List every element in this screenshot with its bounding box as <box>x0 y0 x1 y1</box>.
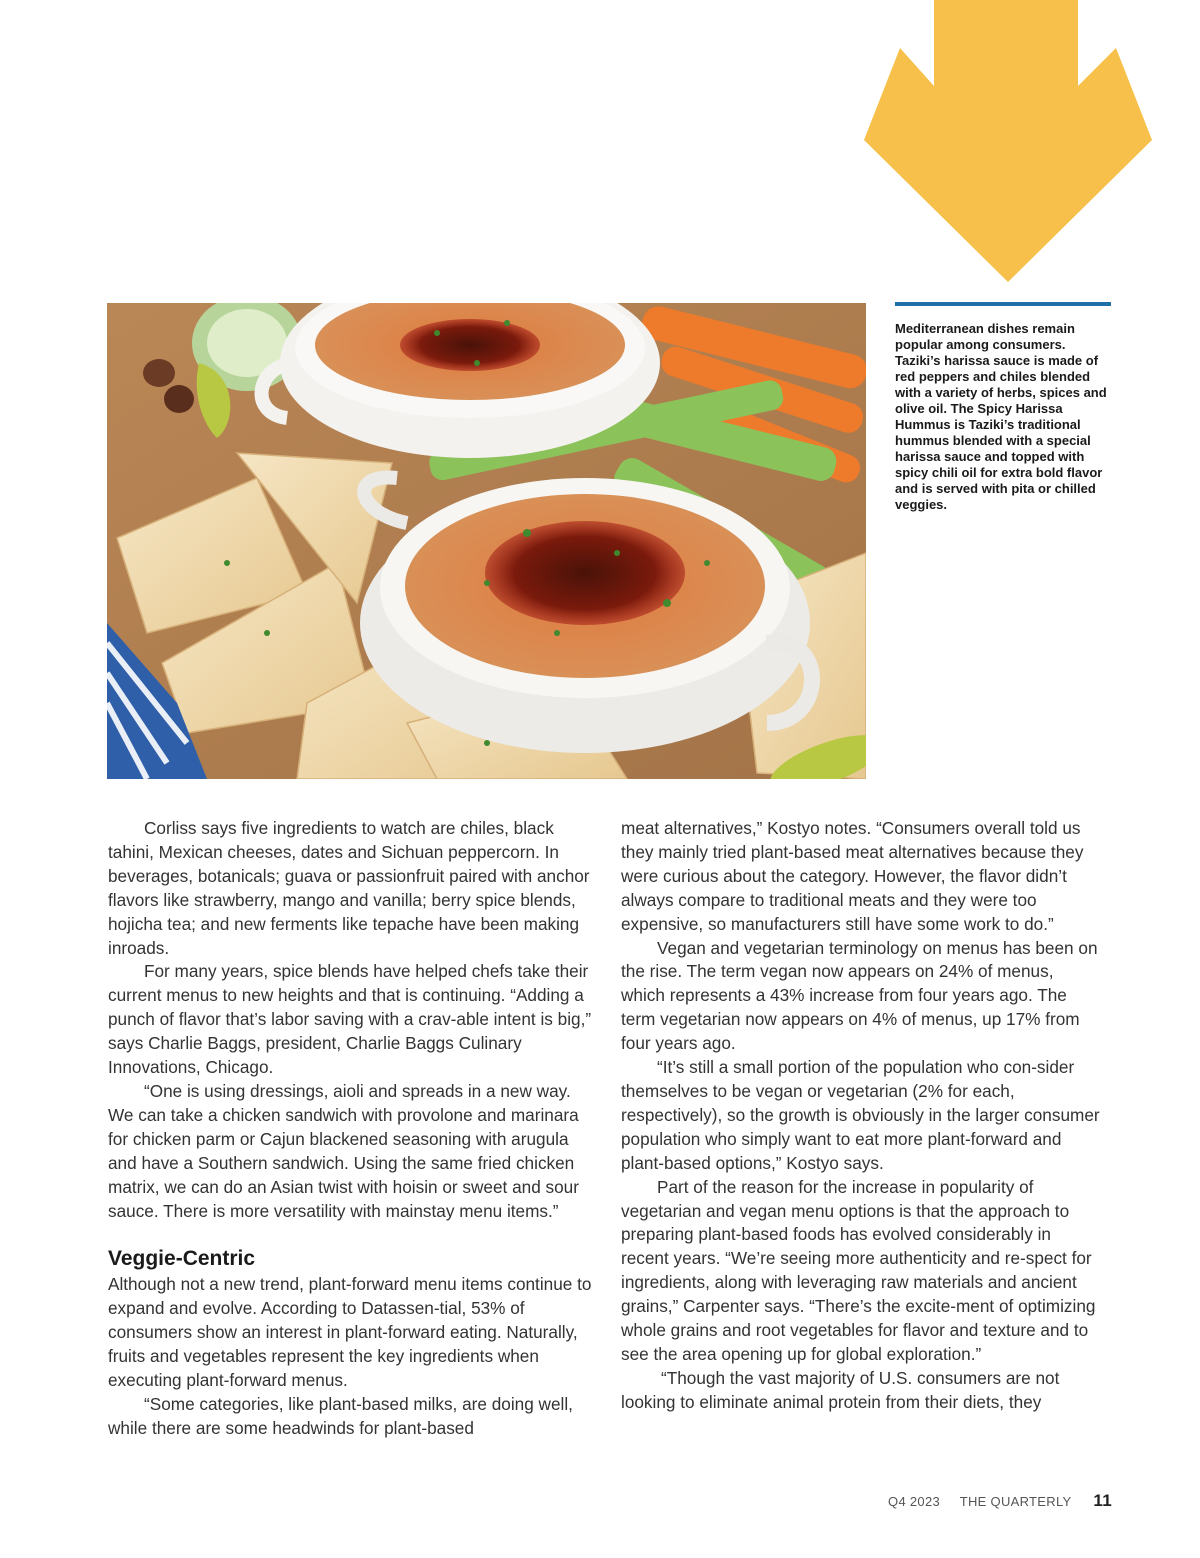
paragraph: “One is using dressings, aioli and spreads in a new way. We can take a chicken sandwich with provolone and marinara for chicken parm or Cajun blackened seasoning with arugula and have a Southern sandwich. Using the same fried chicken matrix, we can do an Asian twist with hoisin or sweet and sour sauce. There is more versatility with mainstay menu items.” <box>108 1080 579 1221</box>
paragraph: “Some categories, like plant-based milks, are doing well, while there are some headwinds for plant-based <box>108 1393 573 1438</box>
paragraph: Part of the reason for the increase in popularity of vegetarian and vegan menu options is that the approach to preparing plant-based foods has evolved considerably in recent years. “We’re seeing more authenticity and re-spect for ingredients, along with leveraging raw materials and ancient grains,” Carpenter says. “There’s the excite-ment of optimizing whole grains and root vegetables for flavor and texture and to see the area opening up for global exploration.” <box>621 1176 1096 1364</box>
arrow-down-icon <box>864 0 1152 282</box>
photo-caption: Mediterranean dishes remain popular among consumers. Taziki’s harissa sauce is made of red peppers and chiles blended with a variety of herbs, spices and olive oil. The Spicy Harissa Hummus is Taziki’s traditional hummus blended with a special harissa sauce and topped with spicy chili oil for extra bold flavor and is served with pita or chilled veggies. <box>895 321 1107 512</box>
paragraph: For many years, spice blends have helped chefs take their current menus to new heights and that is continuing. “Adding a punch of flavor that’s labor saving with a crav-able intent is big,” says Charlie Baggs, president, Charlie Baggs Culinary Innovations, Chicago. <box>108 961 592 1078</box>
left-column <box>108 817 596 1441</box>
paragraph: Although not a new trend, plant-forward menu items continue to expand and evolve. According to Datassen-tial, 53% of consumers show an interest in plant-forward eating. Naturally, fruits and vegetables represent the key ingredients when executing plant-forward menus. <box>108 1274 592 1391</box>
paragraph: Vegan and vegetarian terminology on menus has been on the rise. The term vegan now appears on 24% of menus, which represents a 43% increase from four years ago. The term vegetarian now appears on 4% of menus, up 17% from four years ago. <box>621 937 1098 1054</box>
right-column <box>621 817 1101 1415</box>
paragraph: “It’s still a small portion of the population who con-sider themselves to be vegan or vegetarian (2% for each, respectively), so the growth is obviously in the larger consumer population who simply want to eat more plant-forward and plant-based options,” Kostyo says. <box>621 1057 1100 1173</box>
publication-name: THE QUARTERLY <box>959 1494 1072 1509</box>
issue-label: Q4 2023 <box>888 1494 941 1509</box>
page-footer <box>888 1491 1112 1511</box>
caption-rule <box>895 302 1111 306</box>
paragraph: Corliss says five ingredients to watch are chiles, black tahini, Mexican cheeses, dates and Sichuan peppercorn. In beverages, botanicals; guava or passionfruit paired with anchor flavors like strawberry, mango and vanilla; berry spice blends, hojicha tea; and new ferments like tepache have been making inroads. <box>108 818 590 958</box>
page-number: 11 <box>1093 1491 1112 1510</box>
paragraph: meat alternatives,” Kostyo notes. “Consumers overall told us they mainly tried plant-based meat alternatives because they were curious about the category. However, the flavor didn’t always compare to traditional meats and they were too expensive, so manufacturers still have some work to do.” <box>621 818 1084 934</box>
section-heading: Veggie-Centric <box>108 1247 256 1271</box>
paragraph: “Though the vast majority of U.S. consumers are not looking to eliminate animal protein from their diets, they <box>621 1367 1060 1412</box>
hummus-photo <box>107 303 866 779</box>
